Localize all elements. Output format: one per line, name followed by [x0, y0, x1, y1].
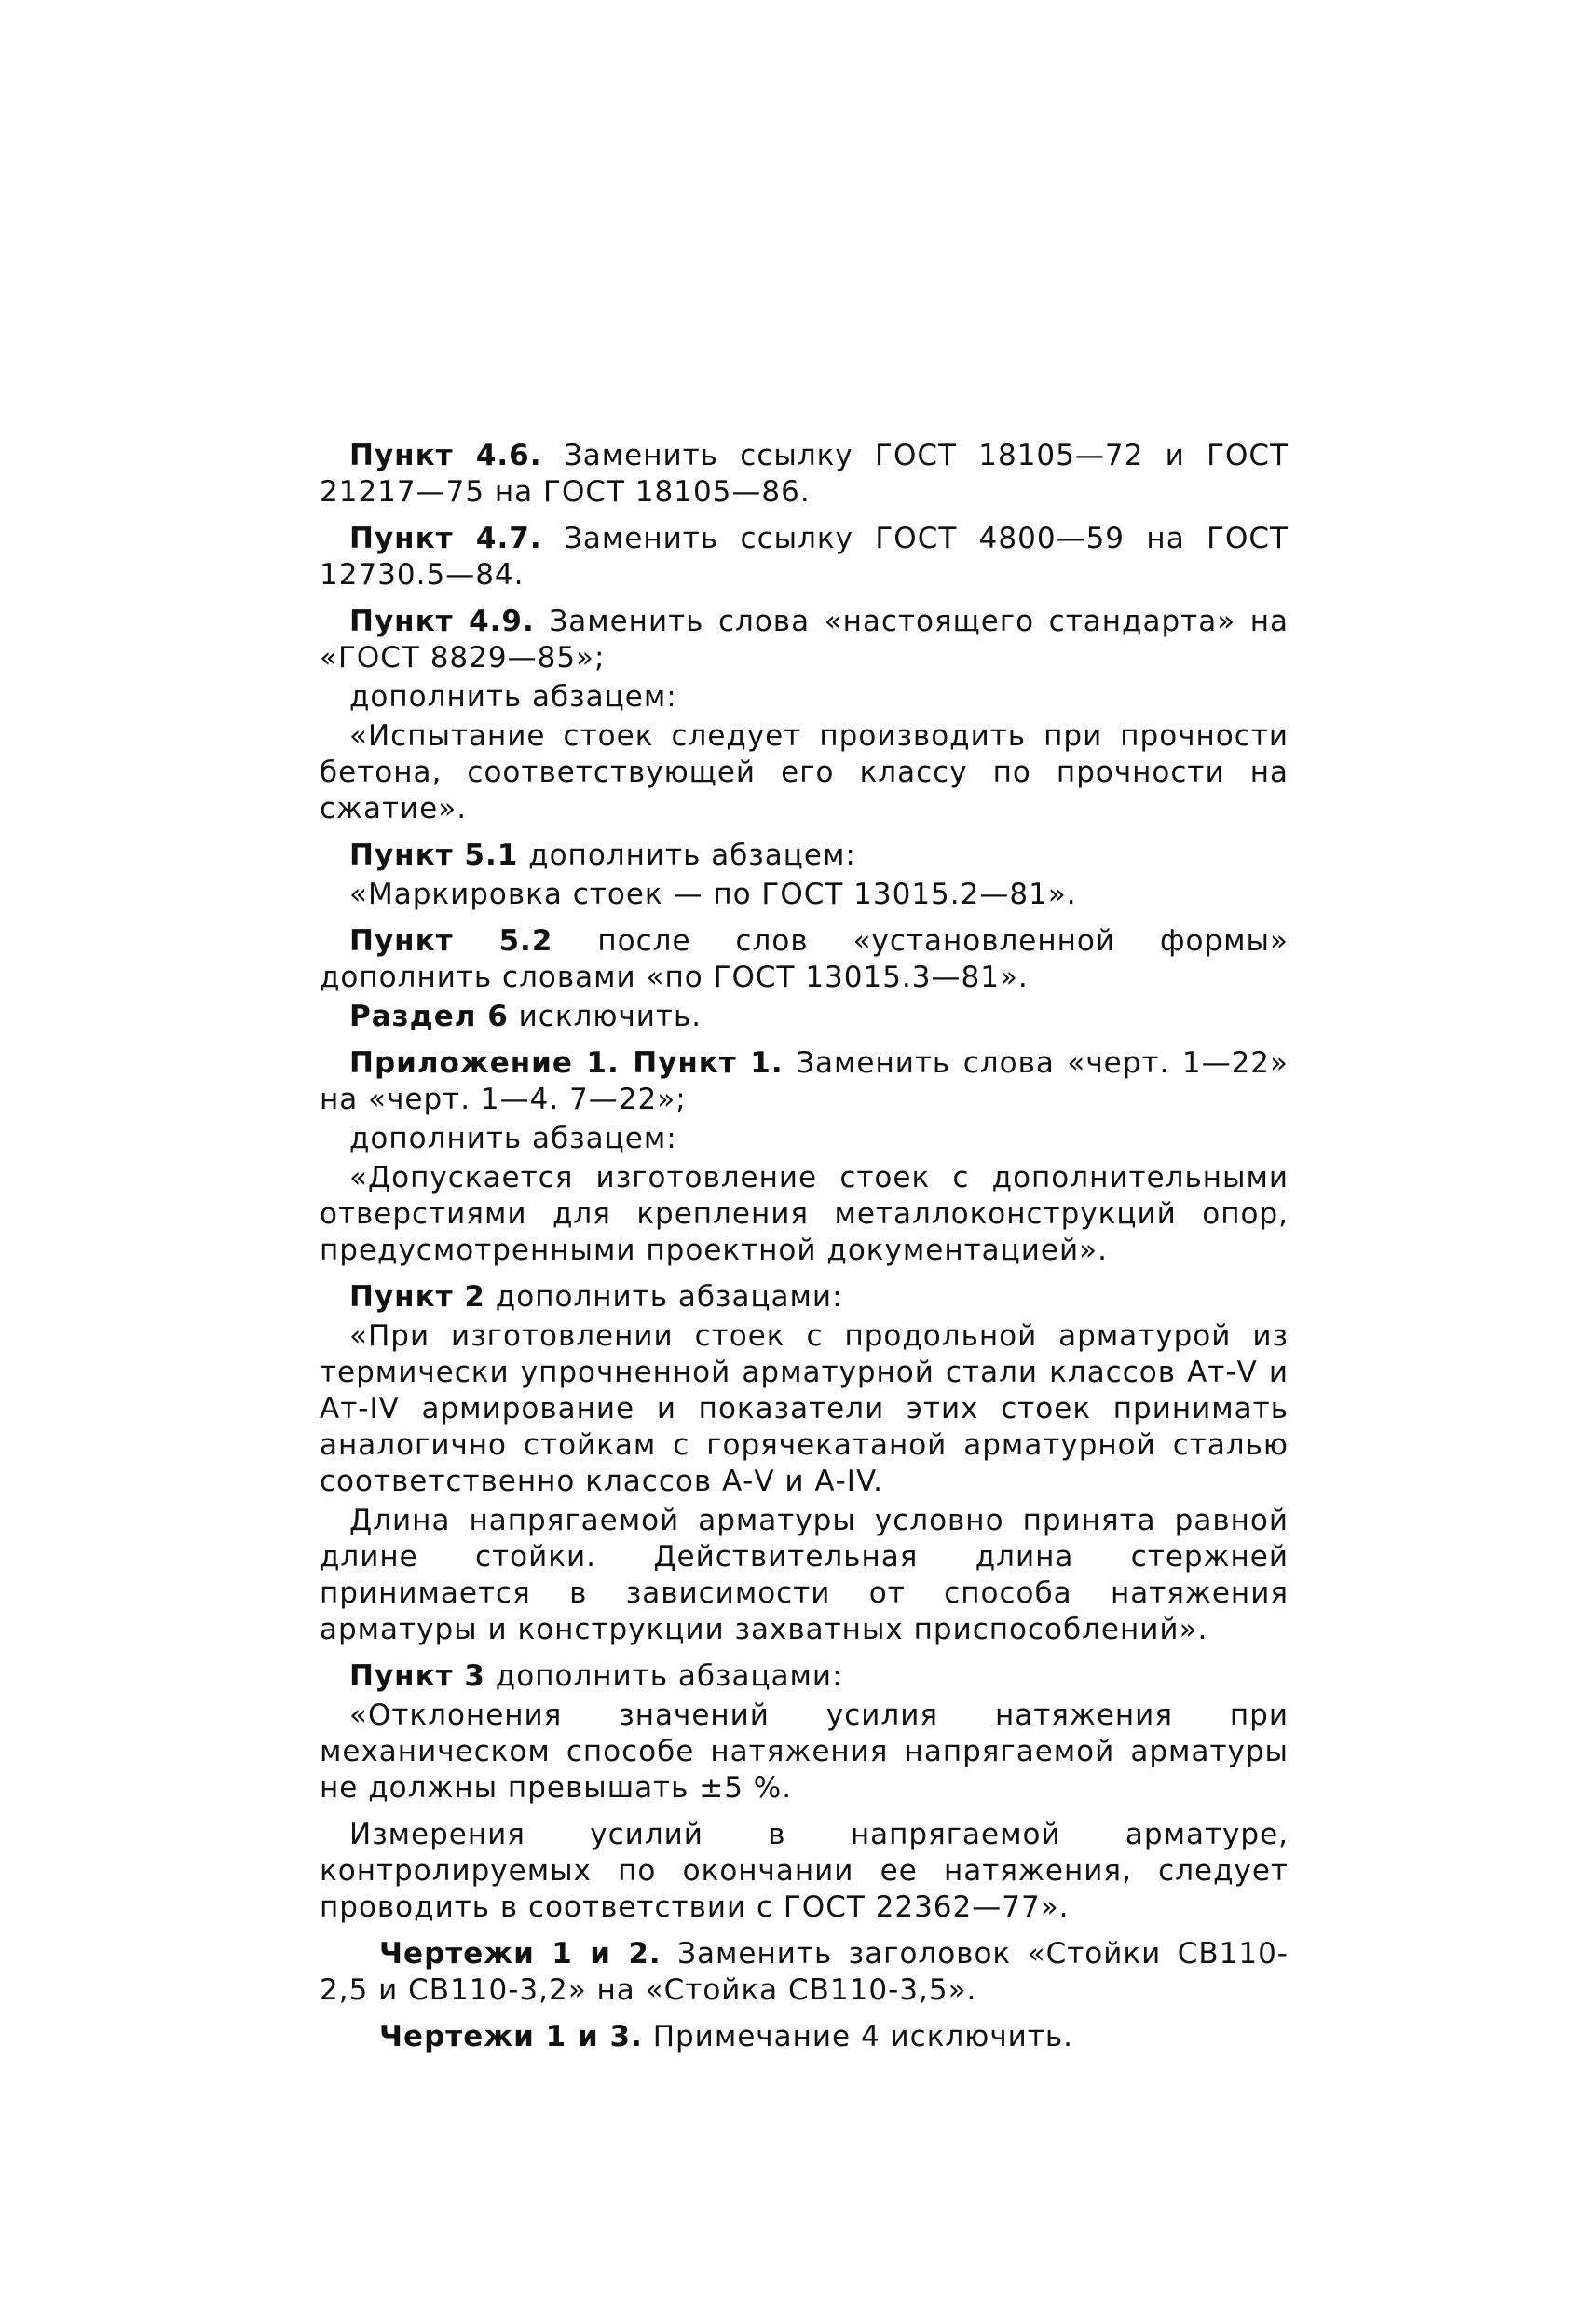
paragraph-text: Заменить заголовок «Стойки СВ110-2,5 и СВ110-3,2» на «Стойка СВ110-3,5». — [320, 1937, 1289, 2007]
paragraph-heading: Пункт 4.7. — [349, 522, 542, 555]
paragraph-item-4-7 — [320, 521, 1289, 593]
paragraph-text: исключить. — [508, 1000, 703, 1033]
paragraph-item-4-9 — [320, 604, 1289, 676]
paragraph-text: дополнить абзацами: — [484, 1280, 843, 1314]
paragraph-text: дополнить абзацем: — [349, 1122, 677, 1155]
paragraph-item-4-6 — [320, 438, 1289, 511]
paragraph-quote-tension — [320, 1698, 1289, 1807]
paragraph-heading: Пункт 4.6. — [349, 439, 542, 472]
paragraph-text: Заменить слова «черт. 1—22» на «черт. 1—4. 7—22»; — [320, 1046, 1289, 1116]
paragraph-appendix-1-item-1 — [320, 1045, 1289, 1118]
paragraph-rebar-length — [320, 1503, 1289, 1648]
paragraph-heading: Пункт 2 — [349, 1280, 485, 1314]
paragraph-force-measurement — [320, 1817, 1289, 1926]
paragraph-quote-testing — [320, 718, 1289, 827]
paragraph-text: Заменить ссылку ГОСТ 18105—72 и ГОСТ 21217—75 на ГОСТ 18105—86. — [320, 439, 1289, 509]
paragraph-heading: Пункт 3 — [349, 1659, 485, 1693]
paragraph-add-paragraph — [320, 1121, 1289, 1157]
paragraph-text: «Отклонения значений усилия натяжения при механическом способе натяжения напрягаемой арматуры не должны превышать ±5 %. — [320, 1698, 1289, 1805]
paragraph-add-paragraph — [320, 679, 1289, 716]
paragraph-item-2 — [320, 1279, 1289, 1316]
paragraph-text: Примечание 4 исключить. — [642, 2020, 1073, 2053]
paragraph-item-5-1 — [320, 838, 1289, 874]
paragraph-heading: Раздел 6 — [349, 1000, 509, 1033]
paragraph-item-3 — [320, 1658, 1289, 1695]
paragraph-quote-holes — [320, 1160, 1289, 1269]
paragraph-text: дополнить абзацем: — [349, 680, 677, 714]
paragraph-heading: Пункт 4.9. — [349, 605, 535, 638]
paragraph-text: Длина напрягаемой арматуры условно принята равной длине стойки. Действительная длина стержней принимается в зависимости от способа натяжения арматуры и конструкции захватных приспособлений». — [320, 1504, 1289, 1646]
paragraph-text: «Испытание стоек следует производить при прочности бетона, соответствующей его классу по прочности на сжатие». — [320, 719, 1289, 825]
paragraph-quote-reinforcement — [320, 1318, 1289, 1500]
amendment-text — [320, 438, 1289, 2066]
paragraph-text: Заменить ссылку ГОСТ 4800—59 на ГОСТ 12730.5—84. — [320, 522, 1289, 592]
paragraph-text: «Маркировка стоек — по ГОСТ 13015.2—81». — [349, 878, 1077, 911]
paragraph-section-6 — [320, 999, 1289, 1035]
paragraph-heading: Чертежи 1 и 3. — [379, 2020, 643, 2053]
paragraph-text: «При изготовлении стоек с продольной арматурой из термически упрочненной арматурной стали классов Ат-V и Ат-IV армирование и показатели этих стоек принимать аналогично стойкам с горячекатаной арматурной сталью соответственно классов А-V и А-IV. — [320, 1319, 1289, 1498]
paragraph-drawings-1-2 — [320, 1936, 1289, 2009]
paragraph-text: Заменить слова «настоящего стандарта» на «ГОСТ 8829—85»; — [320, 605, 1289, 675]
paragraph-item-5-2 — [320, 923, 1289, 996]
paragraph-quote-marking — [320, 877, 1289, 913]
paragraph-text: дополнить абзацами: — [484, 1659, 843, 1693]
paragraph-heading: Чертежи 1 и 2. — [379, 1937, 662, 1971]
paragraph-text: после слов «установленной формы» дополнить словами «по ГОСТ 13015.3—81». — [320, 924, 1289, 994]
paragraph-heading: Пункт 5.2 — [349, 924, 553, 958]
paragraph-text: Измерения усилий в напрягаемой арматуре, контролируемых по окончании ее натяжения, следует проводить в соответствии с ГОСТ 22362—77». — [320, 1818, 1289, 1924]
paragraph-drawings-1-3 — [320, 2019, 1289, 2055]
paragraph-heading: Пункт 5.1 — [349, 839, 519, 872]
paragraph-text: «Допускается изготовление стоек с дополнительными отверстиями для крепления металлоконструкций опор, предусмотренными проектной документацией». — [320, 1161, 1289, 1267]
paragraph-heading: Приложение 1. Пункт 1. — [349, 1046, 784, 1080]
paragraph-text: дополнить абзацем: — [518, 839, 856, 872]
